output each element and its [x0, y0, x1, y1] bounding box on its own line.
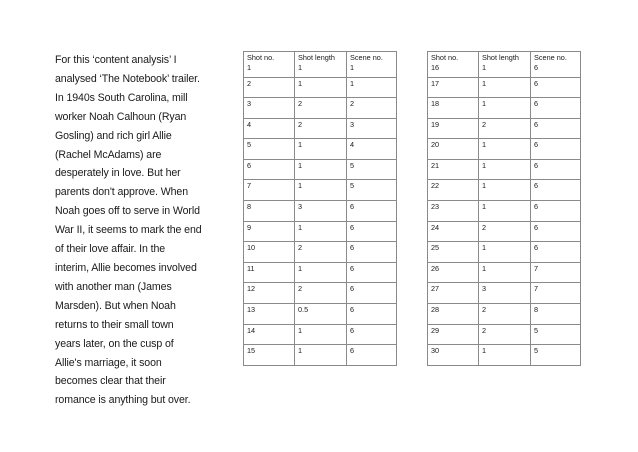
cell-shot-no: 13: [244, 304, 295, 325]
cell-scene-no: 6: [531, 118, 581, 139]
cell-shot-length: 2: [479, 118, 531, 139]
cell-shot-no: 24: [428, 221, 479, 242]
table-row: [428, 262, 581, 283]
cell-shot-no: 23: [428, 201, 479, 222]
table-row: [428, 345, 581, 366]
cell-scene-no: 5: [531, 345, 581, 366]
cell-scene-no: 6: [347, 221, 397, 242]
table-row: [428, 77, 581, 98]
table-row: [428, 180, 581, 201]
cell-shot-length: 1: [295, 345, 347, 366]
cell-scene-no: 3: [347, 118, 397, 139]
intro-line: romance is anything but over.: [55, 394, 191, 407]
cell-shot-length: 3: [479, 283, 531, 304]
cell-scene-no: 8: [531, 304, 581, 325]
table-row: [244, 139, 397, 160]
cell-shot-length: 1: [479, 180, 531, 201]
cell-scene-no: 6: [531, 159, 581, 180]
cell-shot-no: 2: [244, 77, 295, 98]
cell-scene-no: 6: [347, 345, 397, 366]
intro-line: Marsden). But when Noah: [55, 299, 176, 312]
table-row: [428, 324, 581, 345]
cell-scene-no: 6: [531, 77, 581, 98]
cell-shot-length: 1: [479, 159, 531, 180]
table-row: [244, 201, 397, 222]
cell-scene-no: 6: [347, 324, 397, 345]
cell-shot-length: 1: [479, 77, 531, 98]
table-row: [428, 118, 581, 139]
cell-scene-no: 6: [531, 139, 581, 160]
header-scene-no: Scene no.: [347, 52, 397, 63]
cell-shot-no: 17: [428, 77, 479, 98]
header-shot-no: Shot no.: [244, 52, 295, 63]
cell-scene-no: 6: [531, 221, 581, 242]
intro-line: becomes clear that their: [55, 375, 166, 388]
cell-shot-length: 1: [479, 98, 531, 119]
cell-scene-no: 5: [531, 324, 581, 345]
cell-shot-no: 21: [428, 159, 479, 180]
intro-line: of their love affair. In the: [55, 243, 166, 256]
cell-shot-length: 1: [479, 262, 531, 283]
table-row: [428, 242, 581, 263]
cell-shot-length: 2: [295, 98, 347, 119]
cell-shot-no: 20: [428, 139, 479, 160]
table-row: [244, 98, 397, 119]
header-shot-length: Shot length: [479, 52, 531, 63]
cell-shot-no: 25: [428, 242, 479, 263]
cell-scene-no: 1: [347, 77, 397, 98]
intro-line: For this ‘content analysis’ I: [55, 54, 177, 66]
cell-scene-no: 6: [531, 180, 581, 201]
cell-shot-length: 1: [479, 242, 531, 263]
table-header-row: [244, 52, 397, 63]
shot-table-2: [427, 51, 581, 366]
cell-shot-no: 9: [244, 221, 295, 242]
intro-line: In 1940s South Carolina, mill: [55, 91, 188, 104]
cell-shot-no: 4: [244, 118, 295, 139]
table-row: [244, 62, 397, 77]
cell-shot-length: 1: [479, 345, 531, 366]
cell-scene-no: 5: [347, 180, 397, 201]
header-shot-length: Shot length: [295, 52, 347, 63]
table-row: [428, 201, 581, 222]
cell-shot-no: 28: [428, 304, 479, 325]
cell-shot-length: 1: [295, 180, 347, 201]
intro-line: Gosling) and rich girl Allie: [55, 129, 172, 142]
table-row: [244, 304, 397, 325]
intro-line: analysed ‘The Notebook’ trailer.: [55, 72, 200, 85]
cell-scene-no: 6: [347, 304, 397, 325]
intro-line: with another man (James: [55, 280, 172, 293]
cell-scene-no: 4: [347, 139, 397, 160]
header-shot-no: Shot no.: [428, 52, 479, 63]
cell-shot-length: 2: [295, 283, 347, 304]
intro-line: parents don't approve. When: [55, 186, 189, 199]
cell-scene-no: 6: [531, 62, 581, 77]
cell-scene-no: 2: [347, 98, 397, 119]
cell-shot-length: 1: [295, 62, 347, 77]
cell-scene-no: 6: [347, 283, 397, 304]
intro-line: returns to their small town: [55, 318, 174, 331]
cell-scene-no: 6: [531, 242, 581, 263]
cell-shot-no: 7: [244, 180, 295, 201]
cell-shot-no: 26: [428, 262, 479, 283]
cell-shot-length: 2: [295, 242, 347, 263]
table-row: [244, 180, 397, 201]
cell-scene-no: 6: [531, 98, 581, 119]
table-row: [244, 242, 397, 263]
cell-shot-no: 29: [428, 324, 479, 345]
intro-line: interim, Allie becomes involved: [55, 261, 197, 274]
table-row: [428, 159, 581, 180]
intro-line: desperately in love. But her: [55, 167, 181, 180]
table-row: [244, 283, 397, 304]
cell-shot-length: 3: [295, 201, 347, 222]
table-header-row: [428, 52, 581, 63]
table-row: [428, 62, 581, 77]
shot-table-1: [243, 51, 397, 366]
cell-scene-no: 6: [347, 201, 397, 222]
cell-shot-length: 1: [295, 159, 347, 180]
cell-shot-length: 1: [295, 77, 347, 98]
cell-shot-length: 1: [295, 324, 347, 345]
cell-shot-no: 12: [244, 283, 295, 304]
cell-shot-no: 30: [428, 345, 479, 366]
cell-shot-no: 10: [244, 242, 295, 263]
table-row: [428, 221, 581, 242]
intro-line: Allie's marriage, it soon: [55, 356, 162, 369]
cell-shot-length: 1: [295, 221, 347, 242]
intro-line: years later, on the cusp of: [55, 337, 174, 350]
table-row: [244, 324, 397, 345]
cell-shot-no: 3: [244, 98, 295, 119]
cell-scene-no: 1: [347, 62, 397, 77]
cell-shot-no: 27: [428, 283, 479, 304]
cell-scene-no: 5: [347, 159, 397, 180]
table-row: [428, 139, 581, 160]
table-row: [244, 262, 397, 283]
cell-shot-length: 2: [479, 324, 531, 345]
cell-shot-no: 18: [428, 98, 479, 119]
table-row: [428, 98, 581, 119]
header-scene-no: Scene no.: [531, 52, 581, 63]
cell-shot-no: 22: [428, 180, 479, 201]
cell-shot-length: 0.5: [295, 304, 347, 325]
intro-paragraph: [55, 51, 220, 410]
cell-shot-length: 1: [479, 62, 531, 77]
cell-shot-no: 6: [244, 159, 295, 180]
table-row: [244, 159, 397, 180]
cell-shot-length: 1: [479, 139, 531, 160]
cell-scene-no: 6: [347, 262, 397, 283]
table-row: [244, 221, 397, 242]
cell-scene-no: 6: [531, 201, 581, 222]
cell-shot-no: 5: [244, 139, 295, 160]
intro-line: Noah goes off to serve in World: [55, 205, 200, 218]
intro-line: War II, it seems to mark the end: [55, 224, 202, 237]
cell-shot-length: 2: [479, 304, 531, 325]
cell-shot-no: 19: [428, 118, 479, 139]
cell-scene-no: 6: [347, 242, 397, 263]
cell-shot-length: 2: [479, 221, 531, 242]
cell-shot-length: 1: [479, 201, 531, 222]
cell-scene-no: 7: [531, 283, 581, 304]
cell-shot-no: 15: [244, 345, 295, 366]
table-row: [428, 283, 581, 304]
table-row: [244, 118, 397, 139]
table-row: [244, 77, 397, 98]
cell-shot-no: 11: [244, 262, 295, 283]
cell-shot-no: 8: [244, 201, 295, 222]
intro-line: (Rachel McAdams) are: [55, 148, 162, 161]
cell-shot-length: 2: [295, 118, 347, 139]
intro-line: worker Noah Calhoun (Ryan: [55, 110, 187, 123]
cell-shot-no: 14: [244, 324, 295, 345]
table-row: [244, 345, 397, 366]
cell-shot-length: 1: [295, 262, 347, 283]
cell-shot-length: 1: [295, 139, 347, 160]
cell-shot-no: 1: [244, 62, 295, 77]
table-row: [428, 304, 581, 325]
cell-shot-no: 16: [428, 62, 479, 77]
cell-scene-no: 7: [531, 262, 581, 283]
